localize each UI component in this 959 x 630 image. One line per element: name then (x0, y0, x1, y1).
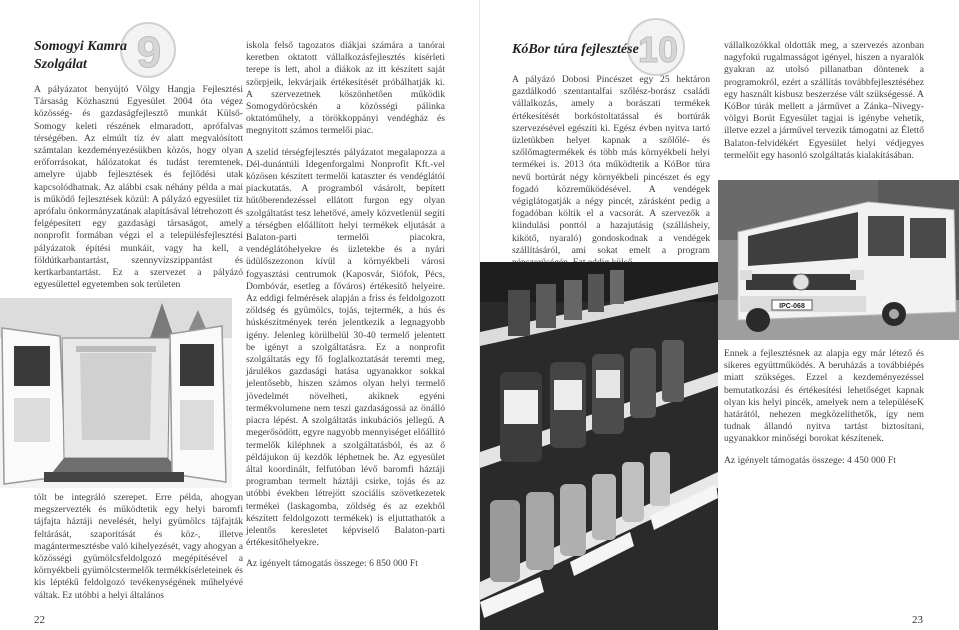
article-paragraph: Ennek a fejlesztésnek az alapja egy már létező és sikeres együttműködés. A beruházás a továbbiépés miatt szükséges. Ezzel a kezdeményezéssel bemutatkozási és értékesítési lehetőséget kapnak olyan kis helyi pincék, amelyek nem a településeK határától, nehezen megközelíthetők, így nem tudnak állandó nyitva tartást biztosítani, ugyanakkor minőségi borokat készítenek. (724, 348, 924, 445)
article-paragraph: vállalkozókkal oldották meg, a szervezés azonban nagyfokú rugalmasságot igényel, hiszen a nyaralók gyakran az utolsó pillanatban döntenek a programokról, ezért a szállítás továbbfejlesztéséhez egy használt kisbusz beszerzése vált szükségessé. A KóBor túrák mellett a járművet a Zánka–Nivegy-völgyi Borút Egyesület tagjai is igénybe vehetik, illetve ezzel a járművel tervezik támogatni az Élettő Balaton-felvidékért Egyesület helyi védjegyes termelőit egy hasonló szolgáltatás kialakításában. (724, 40, 924, 161)
cargo-van-interior-photo (0, 298, 232, 488)
article-paragraph: A pályázatot benyújtó Völgy Hangja Fejlesztési Társaság Közhasznú Egyesület 2004 óta végez közösség- és gazdaságfejlesztő munkát Külső-Somogy keleti részének elmaradott, aprófalvas térségében. Az elmúlt tíz év alatt megvalósított számtalan kezdeményezésükben közös, hogy olyan erőforrásokat, hálózatokat és tudást teremtenek, amelyre újabb fejlesztések és fejlődési utak kapcsolódhatnak. Az alábbi csak néhány példa a mai is működő fejlesztések közül: A pályázó egyesület tíz aprófalu önkormányzatának alapításával létrehozott és felgépesített egy gazdasági társaságot, amely nonprofit formában végzi el a településfejlesztési pályázatok építési munkáit, vagy ha kell, a földútkarbantartást, szennyvízszippantást és kertkarbantartást. Ez a szervezet a pályázó egyesülettel egyetemben sok területen (34, 84, 243, 291)
title-line-2: Szolgálat (34, 57, 87, 72)
article-paragraph: tölt be integráló szerepet. Erre példa, ahogyan megszervezték és működtetik egy helyi baromfi tájfajta háztáji nevelését, helyi gyümölcs tájfajták feltárását, szaporítását és köz-, illetve magántermesztésbe való kihelyezését, vagy ahogyan a közösségi gyümölcsfeldolgozó megépítésével a környékbeli gyümölcstermelők termékkísérleteinek és kis léptékű feldolgozó tevékenységének műhelyévé váltak. Ez utóbbi a helyi általános (34, 492, 243, 601)
page-number-left: 22 (34, 614, 45, 626)
support-amount: Az igényelt támogatás összege: 4 450 000 Ft (724, 454, 896, 466)
badge-number-9: 9 (136, 28, 162, 77)
article-paragraph: iskola felső tagozatos diákjai számára a tanórai keretben oktatott vállalkozásfejlesztés kísérleti terepe is lett, ahol a diákok az itt készített saját szörpjeik, lekvárjaik értékesítését próbálhatják ki. A szervezetnek köszönhetően működik Somogydöröcskén a közösségi pálinka oktatóműhely, a törökkoppányi vendégház és megnyitott számos termelői piac. (246, 40, 445, 137)
right-page-column-1 (512, 74, 710, 269)
left-page-column-1-continued (34, 492, 243, 602)
article-paragraph: A szelíd térségfejlesztés pályázatot megalapozza a Dél-dunántúli Idegenforgalmi Nonprofit Kft.-vel közösen készített termelői kataszter és vendéglátói piackutatás. A programból vásárolt, bepített hűtőberendezéssel ellátott furgon egy olyan szolgáltatást tesz lehetővé, amely közvetlenül segíti a térségben előállított helyi termékek eljutását a Balaton-parti termelői piacokra, vendéglátóhelyekre és üzletekbe és a nyári üdülőszezonon kívül a környékbeli városi fogyasztási centrumok (Kaposvár, Siófok, Pécs, Dombóvár, esetleg a főváros) értékesítő helyeire. Az eddigi felmérések alapján a friss és feldolgozott zöldség és gyümölcs, tojás, tejtermék, a hús és húskészítmények terén jelentkezik a legnagyobb igény. Jelenleg körülbelül 30-40 termelő jelentett be igényt a szolgáltatásra. Ez a nonprofit szolgáltatás egy fő foglalkoztatását teremti meg, járulékos gazdasági hatása ugyanakkor sokkal jelentősebb, hiszen számos olyan helyi termelő jövedelmét növelheti, akiknek egyéni termékvolumene nem teszi gazdaságossá az önálló piacra lépést. A szolgáltatás inkubációs jellegű. A megerősödött, egyre nagyobb mennyiséget előállító termelők kiléphnek a szolgáltatásból, és az ő példájukon új kezdők léphetnek be. Az egyesület által koordinált, felfutóban lévő baromfi háztáji programban termelt háztáji csirke, tojás és az utóbbi években létrejött szociális szövetkezetek termékei (laskagomba, zöldség és az ezekből készített feldolgozott termékek) is eljuttathatók a jelentős keresletet képviselő Balaton-parti értékesítőhelyekre. (246, 146, 445, 549)
white-minibus-photo (718, 180, 959, 340)
support-amount: Az igényelt támogatás összege: 6 850 000 Ft (246, 558, 418, 570)
page-number-right: 23 (912, 614, 923, 626)
wine-shelves-photo (480, 262, 718, 630)
section-title-kobor: KóBor túra fejlesztése (512, 42, 639, 57)
title-line-1: Somogyi Kamra (34, 39, 127, 54)
section-title-somogyi (34, 38, 127, 74)
article-paragraph: A pályázó Dobosi Pincészet egy 25 hektáron gazdálkodó szentantalfai szőlész-borász családi vállalkozás, amely a borászati termékek értékesítését borkóstoltatással és bortúrák szervezésével egészíti ki. Egész évben nyitva tartó üzletükben helyet kapnak a szőlőlé- és szőlőmagtermékek és több más környékbeli helyi termékei is. 2013 óta működtetik a KóBor túra nevű bortúrát négy környékbeli pincészet és egy fogadó közreműködésével. A vendégek végiglátogatják a négy pincét, zárásként pedig a fogadóban költik el a vacsorát. A szervezők a kiindulási ponttól a hazajutásig (szállásheiy, kikötő, nyaraló) gondoskodnak a vendégek szállításáról, ami sokat emelt a program (512, 74, 710, 256)
license-plate: IPC-068 (779, 303, 805, 310)
section-number-badge-9 (118, 20, 178, 80)
right-page-column-2 (724, 40, 924, 162)
badge-number-10: 10 (637, 29, 679, 70)
left-page-column-2 (246, 40, 445, 571)
right-page-column-2-continued (724, 348, 924, 467)
left-page-column-1 (34, 84, 243, 291)
